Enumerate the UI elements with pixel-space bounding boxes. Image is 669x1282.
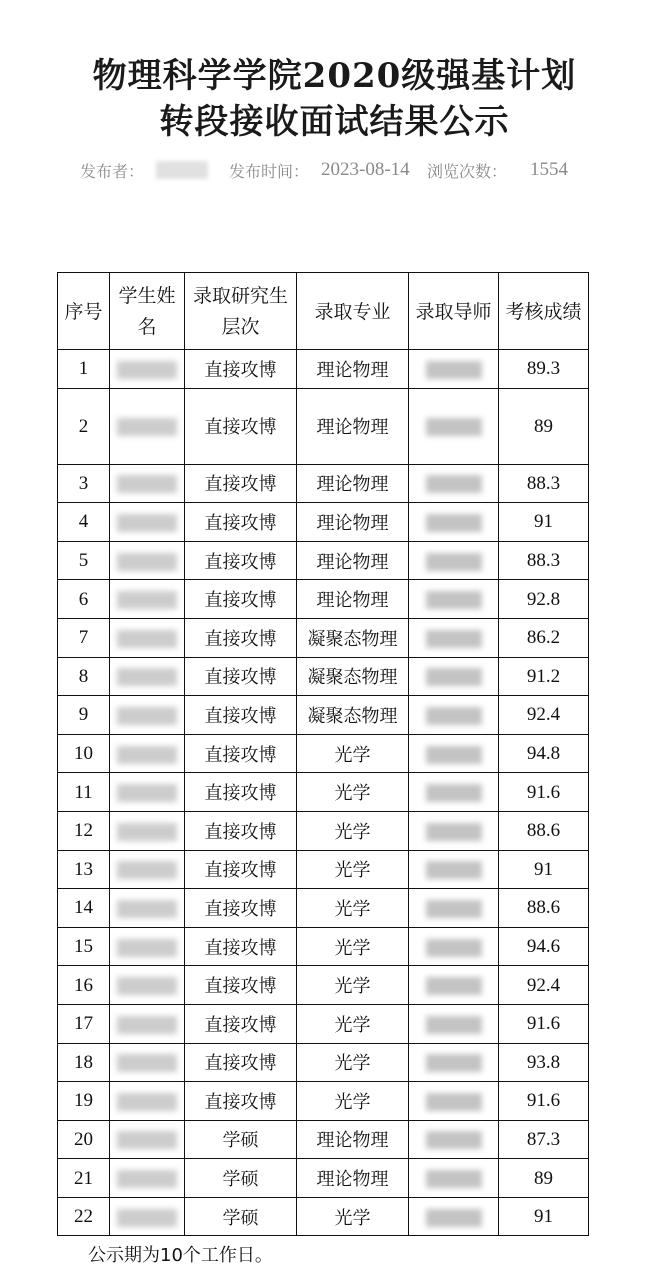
header-level: 录取研究生层次 (185, 273, 297, 350)
tutor-redacted (409, 657, 499, 696)
student-name-redacted (110, 503, 185, 542)
publish-time: 2023-08-14 (321, 159, 410, 180)
header-no: 序号 (58, 273, 110, 350)
assessment-score: 91.6 (499, 773, 589, 812)
tutor-redacted (409, 1197, 499, 1236)
row-no: 12 (58, 811, 110, 850)
student-name-redacted (110, 850, 185, 889)
tutor-redacted (409, 388, 499, 464)
row-no: 14 (58, 889, 110, 928)
assessment-score: 87.3 (499, 1120, 589, 1159)
admission-major: 光学 (297, 889, 409, 928)
table-row (58, 1159, 589, 1198)
student-name-redacted (110, 1197, 185, 1236)
student-name-redacted (110, 773, 185, 812)
tutor-redacted (409, 1004, 499, 1043)
assessment-score: 91 (499, 503, 589, 542)
row-no: 19 (58, 1082, 110, 1121)
admission-major: 理论物理 (297, 1159, 409, 1198)
tutor-redacted (409, 696, 499, 735)
tutor-redacted (409, 889, 499, 928)
notice-period-note: 公示期为10个工作日。 (88, 1245, 273, 1266)
admission-level: 直接攻博 (185, 1004, 297, 1043)
admission-level: 直接攻博 (185, 1043, 297, 1082)
admission-level: 直接攻博 (185, 889, 297, 928)
row-no: 5 (58, 541, 110, 580)
admission-major: 理论物理 (297, 1120, 409, 1159)
assessment-score: 89.3 (499, 350, 589, 389)
admission-level: 直接攻博 (185, 734, 297, 773)
tutor-redacted (409, 580, 499, 619)
header-name: 学生姓名 (110, 273, 185, 350)
table-row (58, 618, 589, 657)
publish-meta (0, 159, 669, 183)
publisher-label: 发布者： (80, 162, 145, 181)
student-name-redacted (110, 350, 185, 389)
row-no: 22 (58, 1197, 110, 1236)
table-row (58, 541, 589, 580)
assessment-score: 94.6 (499, 927, 589, 966)
admission-level: 直接攻博 (185, 618, 297, 657)
admission-major: 光学 (297, 850, 409, 889)
assessment-score: 94.8 (499, 734, 589, 773)
assessment-score: 91 (499, 850, 589, 889)
table-row (58, 388, 589, 464)
assessment-score: 88.3 (499, 541, 589, 580)
tutor-redacted (409, 850, 499, 889)
admission-major: 光学 (297, 734, 409, 773)
views-count: 1554 (530, 159, 568, 180)
student-name-redacted (110, 1004, 185, 1043)
row-no: 6 (58, 580, 110, 619)
row-no: 2 (58, 388, 110, 464)
admission-major: 理论物理 (297, 580, 409, 619)
tutor-redacted (409, 966, 499, 1005)
header-tutor: 录取导师 (409, 273, 499, 350)
table-row (58, 696, 589, 735)
student-name-redacted (110, 541, 185, 580)
admission-major: 理论物理 (297, 541, 409, 580)
admission-level: 直接攻博 (185, 580, 297, 619)
row-no: 13 (58, 850, 110, 889)
admission-major: 光学 (297, 1082, 409, 1121)
row-no: 10 (58, 734, 110, 773)
tutor-redacted (409, 541, 499, 580)
row-no: 8 (58, 657, 110, 696)
row-no: 4 (58, 503, 110, 542)
admission-level: 直接攻博 (185, 1082, 297, 1121)
table-row (58, 966, 589, 1005)
admission-major: 理论物理 (297, 464, 409, 503)
admission-level: 学硕 (185, 1159, 297, 1198)
tutor-redacted (409, 1159, 499, 1198)
table-row (58, 657, 589, 696)
assessment-score: 92.4 (499, 966, 589, 1005)
row-no: 21 (58, 1159, 110, 1198)
table-row (58, 503, 589, 542)
admission-level: 直接攻博 (185, 464, 297, 503)
admission-level: 直接攻博 (185, 927, 297, 966)
page-title-line-1: 物理科学学院2020级强基计划 (92, 56, 577, 96)
assessment-score: 91.6 (499, 1004, 589, 1043)
admission-level: 直接攻博 (185, 657, 297, 696)
table-row (58, 1120, 589, 1159)
admission-level: 直接攻博 (185, 541, 297, 580)
assessment-score: 91.6 (499, 1082, 589, 1121)
tutor-redacted (409, 773, 499, 812)
student-name-redacted (110, 657, 185, 696)
assessment-score: 91.2 (499, 657, 589, 696)
row-no: 7 (58, 618, 110, 657)
student-name-redacted (110, 966, 185, 1005)
table-row (58, 464, 589, 503)
assessment-score: 89 (499, 388, 589, 464)
row-no: 16 (58, 966, 110, 1005)
admission-level: 直接攻博 (185, 388, 297, 464)
student-name-redacted (110, 1120, 185, 1159)
student-name-redacted (110, 580, 185, 619)
assessment-score: 88.3 (499, 464, 589, 503)
admission-level: 直接攻博 (185, 350, 297, 389)
tutor-redacted (409, 1120, 499, 1159)
admission-level: 直接攻博 (185, 811, 297, 850)
row-no: 9 (58, 696, 110, 735)
row-no: 15 (58, 927, 110, 966)
views-label: 浏览次数： (427, 162, 508, 181)
table-row (58, 1004, 589, 1043)
student-name-redacted (110, 1043, 185, 1082)
admission-level: 直接攻博 (185, 966, 297, 1005)
table-row (58, 850, 589, 889)
admission-level: 学硕 (185, 1120, 297, 1159)
assessment-score: 86.2 (499, 618, 589, 657)
table-body (58, 350, 589, 1236)
tutor-redacted (409, 734, 499, 773)
admission-level: 直接攻博 (185, 503, 297, 542)
header-major: 录取专业 (297, 273, 409, 350)
student-name-redacted (110, 618, 185, 657)
tutor-redacted (409, 1082, 499, 1121)
table-row (58, 773, 589, 812)
admission-major: 光学 (297, 1197, 409, 1236)
assessment-score: 92.8 (499, 580, 589, 619)
row-no: 18 (58, 1043, 110, 1082)
header-score: 考核成绩 (499, 273, 589, 350)
admission-major: 光学 (297, 811, 409, 850)
assessment-score: 92.4 (499, 696, 589, 735)
row-no: 3 (58, 464, 110, 503)
student-name-redacted (110, 464, 185, 503)
results-table (57, 272, 589, 1236)
table-row (58, 1043, 589, 1082)
admission-major: 光学 (297, 966, 409, 1005)
table-row (58, 927, 589, 966)
row-no: 17 (58, 1004, 110, 1043)
table-row (58, 350, 589, 389)
assessment-score: 89 (499, 1159, 589, 1198)
student-name-redacted (110, 1159, 185, 1198)
student-name-redacted (110, 734, 185, 773)
admission-major: 理论物理 (297, 388, 409, 464)
admission-level: 直接攻博 (185, 696, 297, 735)
tutor-redacted (409, 927, 499, 966)
table-row (58, 811, 589, 850)
admission-major: 光学 (297, 1043, 409, 1082)
admission-major: 理论物理 (297, 503, 409, 542)
tutor-redacted (409, 464, 499, 503)
admission-major: 凝聚态物理 (297, 618, 409, 657)
admission-major: 光学 (297, 773, 409, 812)
tutor-redacted (409, 503, 499, 542)
row-no: 11 (58, 773, 110, 812)
admission-major: 光学 (297, 1004, 409, 1043)
tutor-redacted (409, 618, 499, 657)
admission-major: 光学 (297, 927, 409, 966)
row-no: 1 (58, 350, 110, 389)
table-row (58, 734, 589, 773)
table-row (58, 1082, 589, 1121)
student-name-redacted (110, 1082, 185, 1121)
tutor-redacted (409, 1043, 499, 1082)
assessment-score: 93.8 (499, 1043, 589, 1082)
tutor-redacted (409, 811, 499, 850)
student-name-redacted (110, 927, 185, 966)
admission-level: 直接攻博 (185, 773, 297, 812)
assessment-score: 88.6 (499, 811, 589, 850)
assessment-score: 91 (499, 1197, 589, 1236)
student-name-redacted (110, 696, 185, 735)
publish-time-label: 发布时间： (229, 162, 310, 181)
table-header-row (58, 273, 589, 350)
admission-major: 凝聚态物理 (297, 696, 409, 735)
page-title-line-2: 转段接收面试结果公示 (159, 102, 510, 142)
admission-major: 理论物理 (297, 350, 409, 389)
assessment-score: 88.6 (499, 889, 589, 928)
admission-level: 学硕 (185, 1197, 297, 1236)
student-name-redacted (110, 889, 185, 928)
admission-level: 直接攻博 (185, 850, 297, 889)
table-row (58, 1197, 589, 1236)
tutor-redacted (409, 350, 499, 389)
table-row (58, 580, 589, 619)
table-row (58, 889, 589, 928)
student-name-redacted (110, 811, 185, 850)
admission-major: 凝聚态物理 (297, 657, 409, 696)
student-name-redacted (110, 388, 185, 464)
row-no: 20 (58, 1120, 110, 1159)
